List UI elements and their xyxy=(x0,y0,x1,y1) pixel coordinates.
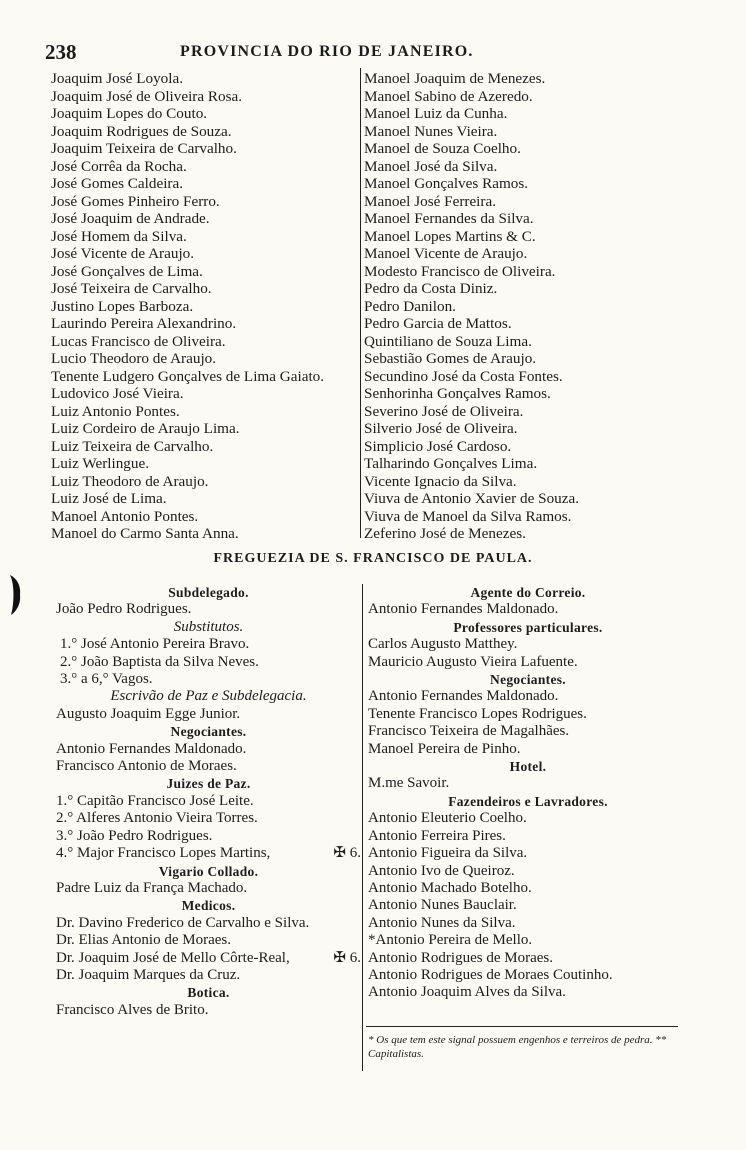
list-item: Francisco Teixeira de Magalhães. xyxy=(368,723,570,740)
list-item: Antonio Fernandes Maldonado. xyxy=(368,688,559,705)
list-item: José Vicente de Araujo. xyxy=(51,245,195,262)
list-item: Joaquim Lopes do Couto. xyxy=(51,105,208,122)
list-item: 3.° João Pedro Rodrigues. xyxy=(56,827,213,844)
professores-heading: Professores particulares. xyxy=(453,619,603,635)
escrivao-name: Augusto Joaquim Egge Junior. xyxy=(56,705,241,722)
list-item: Manoel Luiz da Cunha. xyxy=(364,105,508,122)
subdelegado-name: João Pedro Rodrigues. xyxy=(56,601,192,618)
list-item: Antonio Figueira da Silva. xyxy=(368,845,528,862)
negociantes-heading: Negociantes. xyxy=(490,672,566,688)
vigario-heading: Vigario Collado. xyxy=(158,863,259,879)
list-item: Manoel José Ferreira. xyxy=(364,192,497,210)
list-item: Vicente Ignacio da Silva. xyxy=(364,472,517,490)
list-item: José Gomes Caldeira. xyxy=(51,175,184,192)
list-item: Severino José de Oliveira. xyxy=(364,402,524,420)
list-item: Carlos Augusto Matthey. xyxy=(368,636,518,653)
list-item: Antonio Nunes da Silva. xyxy=(368,914,516,931)
correio-heading: Agente do Correio. xyxy=(470,585,586,600)
list-item: Manoel Antonio Pontes. xyxy=(51,507,199,525)
list-item xyxy=(56,845,361,862)
list-item: José Corrêa da Rocha. xyxy=(51,157,187,175)
correio-name: Antonio Fernandes Maldonado. xyxy=(368,601,559,618)
medicos-heading: Medicos. xyxy=(181,898,236,914)
list-item: Lucio Theodoro de Araujo. xyxy=(51,350,217,367)
list-item: Zeferino José de Menezes. xyxy=(364,525,526,542)
hotel-name: M.me Savoir. xyxy=(368,775,450,792)
list-item: Antonio Ivo de Queiroz. xyxy=(368,862,515,879)
list-item: Joaquim Rodrigues de Souza. xyxy=(51,122,232,140)
list-item: Luiz Antonio Pontes. xyxy=(51,402,180,420)
list-item: Antonio Eleuterio Coelho. xyxy=(368,810,527,827)
list-item: Ludovico José Vieira. xyxy=(51,385,184,402)
list-item: Manoel José da Silva. xyxy=(364,157,498,175)
botica-name: Francisco Alves de Brito. xyxy=(56,1001,209,1018)
list-item: 3.° a 6,° Vagos. xyxy=(60,671,153,688)
footnote: * Os que tem este signal possuem engenhos e terreiros de pedra. ** Capitalistas. xyxy=(368,1034,667,1060)
list-item: Joaquim José de Oliveira Rosa. xyxy=(51,87,243,105)
list-item: Manoel Pereira de Pinho. xyxy=(368,740,521,757)
list-item: Joaquim Teixeira de Carvalho. xyxy=(51,140,237,157)
list-item: Luiz Cordeiro de Araujo Lima. xyxy=(51,420,240,437)
list-item: Pedro da Costa Diniz. xyxy=(364,280,498,297)
list-item: Silverio José de Oliveira. xyxy=(364,420,518,437)
list-item: Luiz José de Lima. xyxy=(51,490,167,507)
list-item: Luiz Theodoro de Araujo. xyxy=(51,472,209,490)
medico-3-name: Dr. Joaquim José de Mello Côrte-Real, xyxy=(56,949,290,966)
page-header xyxy=(40,40,710,64)
list-item: Joaquim José Loyola. xyxy=(51,70,184,87)
order-cross-mark: ✠ 6. xyxy=(333,845,361,862)
list-item: Antonio Rodrigues de Moraes. xyxy=(368,949,553,966)
botica-heading: Botica. xyxy=(187,985,230,1001)
list-item: Manoel Joaquim de Menezes. xyxy=(364,70,546,87)
list-item: Tenente Francisco Lopes Rodrigues. xyxy=(368,705,587,722)
juiz-4-name: 4.° Major Francisco Lopes Martins, xyxy=(56,845,271,862)
list-item: Mauricio Augusto Vieira Lafuente. xyxy=(368,653,578,670)
section-right-column xyxy=(368,584,688,1002)
list-item: *Antonio Pereira de Mello. xyxy=(368,932,533,949)
list-item: Pedro Garcia de Mattos. xyxy=(364,315,512,332)
list-item: José Gomes Pinheiro Ferro. xyxy=(51,192,220,210)
list-item: Manoel Lopes Martins & C. xyxy=(364,227,536,245)
list-item: Laurindo Pereira Alexandrino. xyxy=(51,315,237,332)
list-item: Pedro Danilon. xyxy=(364,297,456,315)
list-item: Manoel Gonçalves Ramos. xyxy=(364,175,529,192)
column-divider-bottom xyxy=(362,584,363,1071)
list-item: Viuva de Manoel da Silva Ramos. xyxy=(364,507,572,525)
list-item: Antonio Rodrigues de Moraes Coutinho. xyxy=(368,966,613,983)
juizes-heading: Juizes de Paz. xyxy=(166,776,251,792)
negociantes-heading: Negociantes. xyxy=(170,724,247,740)
list-item: 2.° Alferes Antonio Vieira Torres. xyxy=(56,810,258,827)
list-item: Antonio Ferreira Pires. xyxy=(368,827,506,844)
list-item: Quintiliano de Souza Lima. xyxy=(364,332,532,350)
list-item: Antonio Nunes Bauclair. xyxy=(368,897,517,914)
list-item: Luiz Teixeira de Carvalho. xyxy=(51,437,214,455)
list-item: Francisco Antonio de Moraes. xyxy=(56,758,237,775)
list-item: Modesto Francisco de Oliveira. xyxy=(364,262,556,280)
list-item: Antonio Fernandes Maldonado. xyxy=(56,740,247,757)
list-item: José Teixeira de Carvalho. xyxy=(51,280,212,297)
fazendeiros-heading: Fazendeiros e Lavradores. xyxy=(448,793,608,809)
list-item: Secundino José da Costa Fontes. xyxy=(364,367,563,385)
list-item: Sebastião Gomes de Araujo. xyxy=(364,350,537,367)
list-item: Lucas Francisco de Oliveira. xyxy=(51,332,226,350)
ink-blot-mark xyxy=(8,573,22,617)
list-item: Simplicio José Cardoso. xyxy=(364,437,512,455)
list-item: Manoel de Souza Coelho. xyxy=(364,140,521,157)
list-item: Antonio Joaquim Alves da Silva. xyxy=(368,984,566,1001)
list-item: José Joaquim de Andrade. xyxy=(51,210,210,227)
list-item: Manoel Vicente de Araujo. xyxy=(364,245,528,262)
subdelegado-heading: Subdelegado. xyxy=(168,585,249,600)
escrivao-heading: Escrivão de Paz e Subdelegacia. xyxy=(110,688,307,705)
list-item: José Gonçalves de Lima. xyxy=(51,262,203,280)
list-item: Luiz Werlingue. xyxy=(51,455,150,472)
list-item: Dr. Elias Antonio de Moraes. xyxy=(56,932,231,949)
hotel-heading: Hotel. xyxy=(509,759,547,775)
list-item xyxy=(56,950,361,967)
list-item: Dr. Joaquim Marques da Cruz. xyxy=(56,966,241,983)
substitutos-heading: Substitutos. xyxy=(173,618,244,635)
list-item: Antonio Machado Botelho. xyxy=(368,879,532,896)
section-title: FREGUEZIA DE S. FRANCISCO DE PAULA. xyxy=(213,551,533,566)
top-list-left xyxy=(51,70,359,543)
order-cross-mark: ✠ 6. xyxy=(333,949,361,966)
list-item: 1.° José Antonio Pereira Bravo. xyxy=(60,636,250,653)
list-item: Manoel Nunes Vieira. xyxy=(364,122,498,140)
list-item: Justino Lopes Barboza. xyxy=(51,297,194,315)
list-item: 1.° Capitão Francisco José Leite. xyxy=(56,792,254,809)
list-item: Tenente Ludgero Gonçalves de Lima Gaiato. xyxy=(51,367,325,385)
list-item: José Homem da Silva. xyxy=(51,227,187,245)
running-title: PROVINCIA DO RIO DE JANEIRO. xyxy=(180,43,474,60)
section-left-column xyxy=(56,584,361,1019)
list-item: Manoel do Carmo Santa Anna. xyxy=(51,525,239,542)
vigario-name: Padre Luiz da França Machado. xyxy=(56,879,248,896)
list-item: Talharindo Gonçalves Lima. xyxy=(364,455,538,472)
top-list-right xyxy=(364,70,694,543)
footnote-rule xyxy=(366,1026,678,1027)
column-divider-top xyxy=(360,68,361,538)
list-item: Manoel Fernandes da Silva. xyxy=(364,210,534,227)
list-item: Manoel Sabino de Azeredo. xyxy=(364,87,533,105)
list-item: Dr. Davino Frederico de Carvalho e Silva. xyxy=(56,914,310,931)
page-number: 238 xyxy=(45,40,77,64)
list-item: 2.° João Baptista da Silva Neves. xyxy=(60,653,259,670)
list-item: Viuva de Antonio Xavier de Souza. xyxy=(364,490,580,507)
list-item: Senhorinha Gonçalves Ramos. xyxy=(364,385,551,402)
